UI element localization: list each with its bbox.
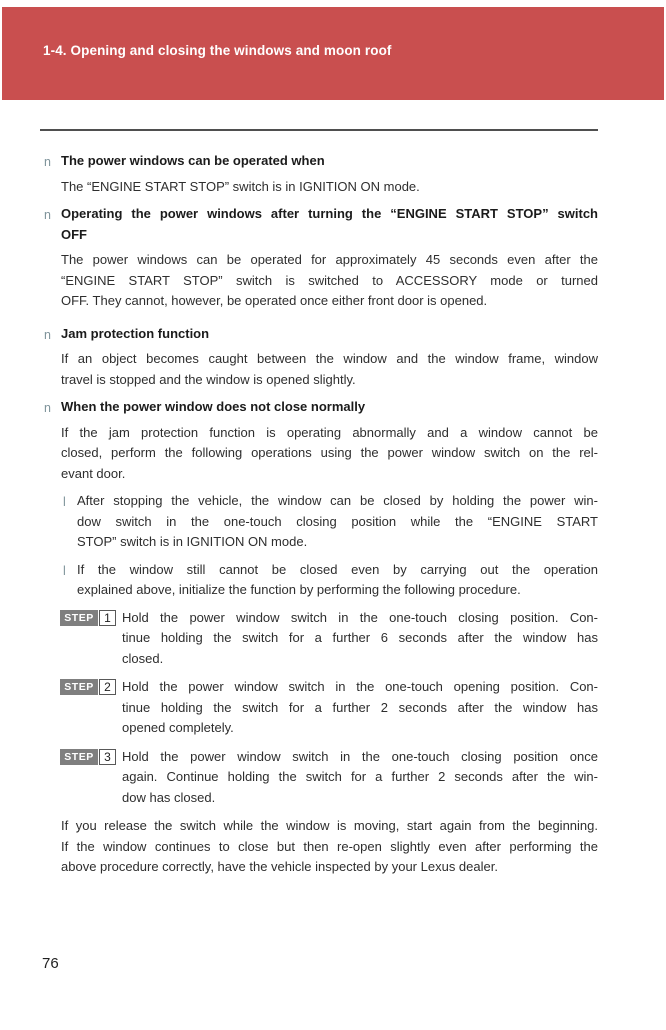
bullet-heading — [40, 151, 598, 172]
step-number-box: 3 — [99, 749, 116, 765]
paragraph: The “ENGINE START STOP” switch is in IGNITION ON mode. — [61, 178, 420, 194]
bullet-heading — [40, 204, 598, 245]
step-badge — [60, 749, 116, 765]
step-label: STEP — [60, 610, 98, 626]
paragraph: The power windows can be operated for approximately 45 seconds even after the “ENGINE START STOP” switch is switched to ACCESSORY mode or turned OFF. They cannot, however, be operated once either front door is opened. — [61, 252, 598, 308]
sub-bullet-item — [40, 491, 598, 553]
paragraph: If the jam protection function is operating abnormally and a window cannot be closed, perform the following operations using the power window switch on the rel- evant door. — [61, 424, 598, 481]
page-content — [40, 129, 598, 885]
section-title: 1-4. Opening and closing the windows and moon roof — [43, 43, 392, 58]
step-number-box: 2 — [99, 679, 116, 695]
heading-text: When the power window does not close normally — [61, 399, 366, 414]
heading-text: The power windows can be operated when — [61, 153, 325, 168]
step-text: Hold the power window switch in the one-touch closing position once again. Continue holding the switch for a further 2 seconds after the win- dow has closed. — [122, 748, 598, 805]
step-item — [40, 747, 598, 809]
page-number: 76 — [42, 955, 59, 972]
step-badge — [60, 610, 116, 626]
step-label: STEP — [60, 749, 98, 765]
square-bullet-marker: n — [44, 208, 51, 222]
step-text: Hold the power window switch in the one-touch closing position. Con- tinue holding the switch for a further 6 seconds after the window has closed. — [122, 609, 598, 666]
bullet-heading — [40, 397, 598, 418]
step-number-box: 1 — [99, 610, 116, 626]
square-bullet-marker: n — [44, 401, 51, 415]
heading-text: Operating the power windows after turning the “ENGINE START STOP” switch OFF — [61, 206, 598, 242]
sub-bullet-text: After stopping the vehicle, the window can be closed by holding the power win- dow switch in the one-touch closing position while the “ENGINE START STOP” switch is in IGNITION ON mode. — [77, 493, 598, 549]
step-item — [40, 608, 598, 670]
sub-bullet-text: If the window still cannot be closed even by carrying out the operation explained above, initialize the function by performing the following procedure. — [77, 561, 598, 597]
step-badge — [60, 679, 116, 695]
dash-bullet-marker: l — [63, 495, 66, 509]
paragraph: If an object becomes caught between the window and the window frame, window travel is stopped and the window is opened slightly. — [61, 351, 598, 387]
header-band — [2, 7, 664, 100]
step-text: Hold the power window switch in the one-touch opening position. Con- tinue holding the switch for a further 2 seconds after the window has opened completely. — [122, 679, 598, 735]
content-divider — [40, 129, 598, 131]
bullet-heading — [40, 324, 598, 345]
sub-bullet-item — [40, 560, 598, 601]
square-bullet-marker: n — [44, 327, 51, 342]
heading-text: Jam protection function — [61, 325, 210, 341]
step-label: STEP — [60, 679, 98, 695]
square-bullet-marker: n — [44, 155, 51, 169]
paragraph: If you release the switch while the window is moving, start again from the beginning. If the window continues to close but then re-open slightly even after performing the above procedure correctly, have the vehicle inspected by your Lexus dealer. — [61, 818, 598, 874]
step-item — [40, 677, 598, 739]
dash-bullet-marker: l — [63, 563, 66, 578]
